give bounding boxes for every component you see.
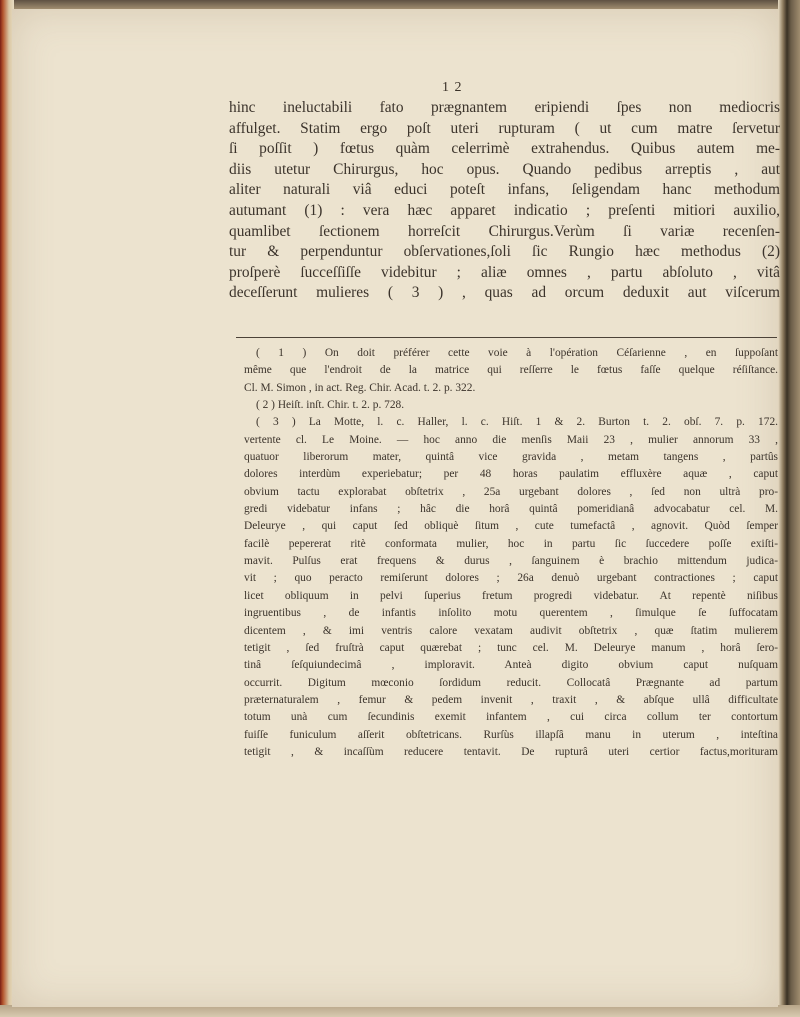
main-text-line: hinc ineluctabili fato prægnantem eripiendi ſpes non mediocris	[229, 99, 780, 116]
footnote-line: dolores interdùm experiebatur; per 48 horas paulatim effluxère aquæ , caput	[244, 468, 778, 481]
main-text-line: quamlibet ſectionem horreſcit Chirurgus.Verùm ſi variæ recenſen-	[229, 222, 780, 240]
main-text-line: proſperè ſucceſſiſſe videbitur ; aliæ omnes , partu abſoluto , vitâ	[229, 263, 780, 281]
footnote-line: Deleurye , qui caput ſed obliquè ſitum , cute tumefactâ , agnovit. Quòd ſemper	[244, 520, 778, 533]
main-text-line: autumant (1) : vera hæc apparet indicatio ; preſenti mitiori auxilio,	[229, 201, 780, 219]
footnote-line: vit ; quo peracto remiſerunt dolores ; 26a denuò urgebant contractiones ; caput	[244, 572, 778, 585]
footnotes-block	[244, 345, 778, 761]
main-text-line: deceſſerunt mulieres ( 3 ) , quas ad orcum deduxit aut viſcerum	[229, 284, 780, 302]
page-number: 1 2	[442, 80, 463, 95]
footnote-line: Cl. M. Simon , in act. Reg. Chir. Acad. t. 2. p. 322.	[244, 381, 476, 394]
main-text-line: affulget. Statim ergo poſt uteri rupturam ( ut cum matre ſervetur	[229, 119, 780, 137]
footnote-line: ( 2 ) Heiſt. inſt. Chir. t. 2. p. 728.	[256, 399, 405, 412]
main-text-block	[229, 98, 780, 304]
footnote-line: ( 3 ) La Motte, l. c. Haller, l. c. Hiſt. 1 & 2. Burton t. 2. obſ. 7. p. 172.	[256, 416, 778, 429]
footnote-line: tetigit , & incaſſùm reducere tentavit. De rupturâ uteri certior factus,morituram	[244, 745, 778, 758]
main-text-line: aliter naturali viâ educi poteſt infans, ſeligendam hanc methodum	[229, 181, 780, 199]
footnote-line: occurrit. Digitum mœconio ſordidum reducit. Collocatâ Prægnante ad partum	[244, 676, 778, 689]
footnote-line: gredi videbatur infans ; hâc die horâ quintâ pomeridianâ advocabatur cel. M.	[244, 503, 778, 516]
main-text-line: diis utetur Chirurgus, hoc opus. Quando pedibus arreptis , aut	[229, 160, 780, 178]
footnote-line: mavit. Pulſus erat frequens & durus , ſanguinem è brachio mittendum judica-	[244, 555, 778, 568]
footnote-line: tinâ ſeſquiundecimâ , imploravit. Anteà digito obvium caput nuſquam	[244, 659, 778, 672]
footnote-line: ingruentibus , de infantis inſolito motu querentem , ſimulque ſe ſuffocatam	[244, 607, 778, 620]
footnote-line: tetigit , ſed fruſtrà caput quærebat ; tunc cel. M. Deleurye manum , horâ ſero-	[244, 641, 778, 654]
footnote-line: obvium tactu explorabat obſtetrix , 25a urgebant dolores , ſed non ultrà pro-	[244, 485, 778, 498]
main-text-line: tur & perpenduntur obſervationes,ſoli ſic Rungio hæc methodus (2)	[229, 243, 780, 261]
main-text-line: ſi poſſit ) fœtus quàm celerrimè extrahendus. Quibus autem me-	[229, 140, 780, 158]
footnote-line: præternaturalem , femur & pedem invenit , traxit , & abſque ullâ difficultate	[244, 693, 778, 706]
footnote-line: fuiſſe funiculum aſſerit obſtetricans. Rurſùs illapſâ manu in uterum , inteſtina	[244, 728, 778, 741]
footnote-line: licet obliquum in pelvi ſuperius fretum progredi videbatur. At repentè niſibus	[244, 589, 778, 602]
footnote-separator-rule	[236, 337, 777, 338]
footnote-line: vertente cl. Le Moine. — hoc anno die menſis Maii 23 , mulier annorum 33 ,	[244, 433, 778, 446]
footnote-line: même que l'endroit de la matrice qui reſſerre le fœtus faſſe quelque réſiſtance.	[244, 364, 778, 377]
footnote-line: dicentem , & imi ventris calore vexatam audivit obſtetrix , quæ ſtatim mulierem	[244, 624, 778, 637]
footnote-line: facilè pepererat ritè conformata mulier, hoc in partu ſic ſuccedere poſſe exiſti-	[244, 537, 778, 550]
footnote-line: totum unà cum ſecundinis exemit infantem , cui circa collum ter contortum	[244, 711, 778, 724]
footnote-line: ( 1 ) On doit préférer cette voie à l'opération Céſarienne , en ſuppoſant	[256, 347, 778, 359]
footnote-line: quatuor liberorum mater, quintâ vice gravida , metam tangens , partûs	[244, 451, 778, 464]
book-gutter-edge	[778, 0, 800, 1017]
